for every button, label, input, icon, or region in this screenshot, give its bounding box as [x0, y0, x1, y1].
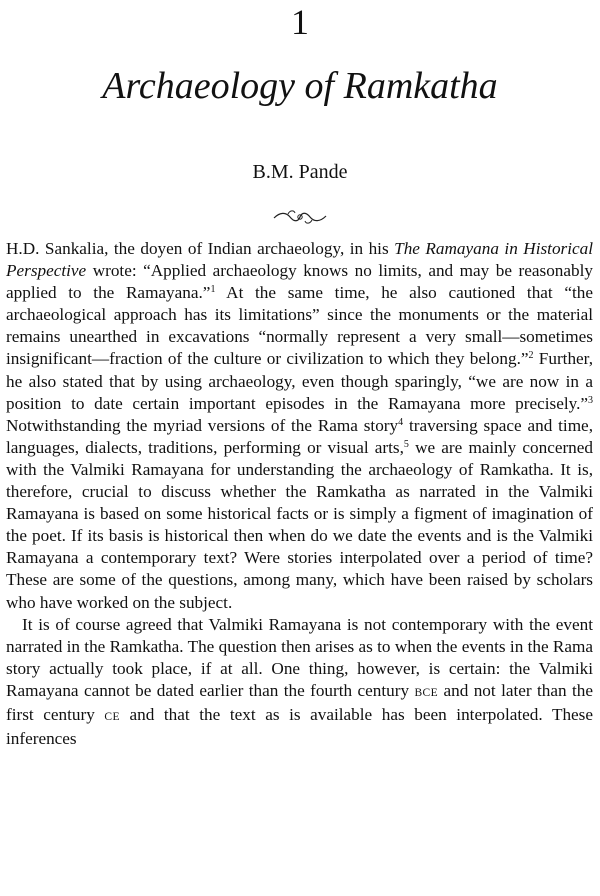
- paragraph-1: H.D. Sankalia, the doyen of Indian archaeology, in his The Ramayana in Historical Perspective wrote: “Applied archaeology knows no limits, and may be reasonably applied to the Ramayana.”$^1$ At the same time, he also cautioned that “the archaeological approach has its limitations” since the monuments or the material remains unearthed in excavations “normally represent a very small—sometimes insignificant—fraction of the culture or civilization to which they belong.”$^2$ Further, he also stated that by using archaeology, even though sparingly, “we are now in a position to date certain important episodes in the Ramayana more precisely.”$^3$ Notwithstanding the myriad versions of the Rama story$^4$ traversing space and time, languages, dialects, traditions, performing or visual arts,$^5$ we are mainly concerned with the Valmiki Ramayana for understanding the archaeology of Ramkatha. It is, therefore, crucial to discuss whether the Ramkatha as narrated in the Valmiki Ramayana is based on some historical facts or is simply a figment of imagination of the poet. If its basis is historical then when do we date the events and is the Valmiki Ramayana a contemporary text? Were stories interpolated over a period of time? These are some of the questions, among many, which have been raised by scholars who have worked on the subject.: [6, 239, 593, 612]
- book-title: The Ramayana in Historical Perspective: [6, 239, 593, 281]
- footnote-ref-2: 2: [528, 350, 534, 362]
- ornament-divider-icon: [270, 207, 330, 227]
- footnote-ref-1: 1: [210, 284, 216, 296]
- footnote-ref-3: 3: [588, 394, 593, 406]
- paragraph-2: It is of course agreed that Valmiki Ramayana is not contemporary with the event narrated in the Ramkatha. The question then arises as to when the events in the Rama story actually took place, if at all. One thing, however, is certain: the Valmiki Ramayana cannot be dated earlier than the fourth century BCE and not later than the first century CE and that the text as is available has been interpolated. These inferences: [6, 614, 593, 749]
- author-name: B.M. Pande: [252, 161, 348, 183]
- era-abbrev: BCE: [414, 686, 439, 699]
- footnote-ref-5: 5: [403, 438, 409, 450]
- chapter-number: 1: [291, 2, 309, 42]
- chapter-title: Archaeology of Ramkatha: [102, 65, 498, 107]
- footnote-ref-4: 4: [398, 416, 404, 428]
- era-abbrev: CE: [104, 710, 120, 723]
- chapter-body: [6, 238, 593, 750]
